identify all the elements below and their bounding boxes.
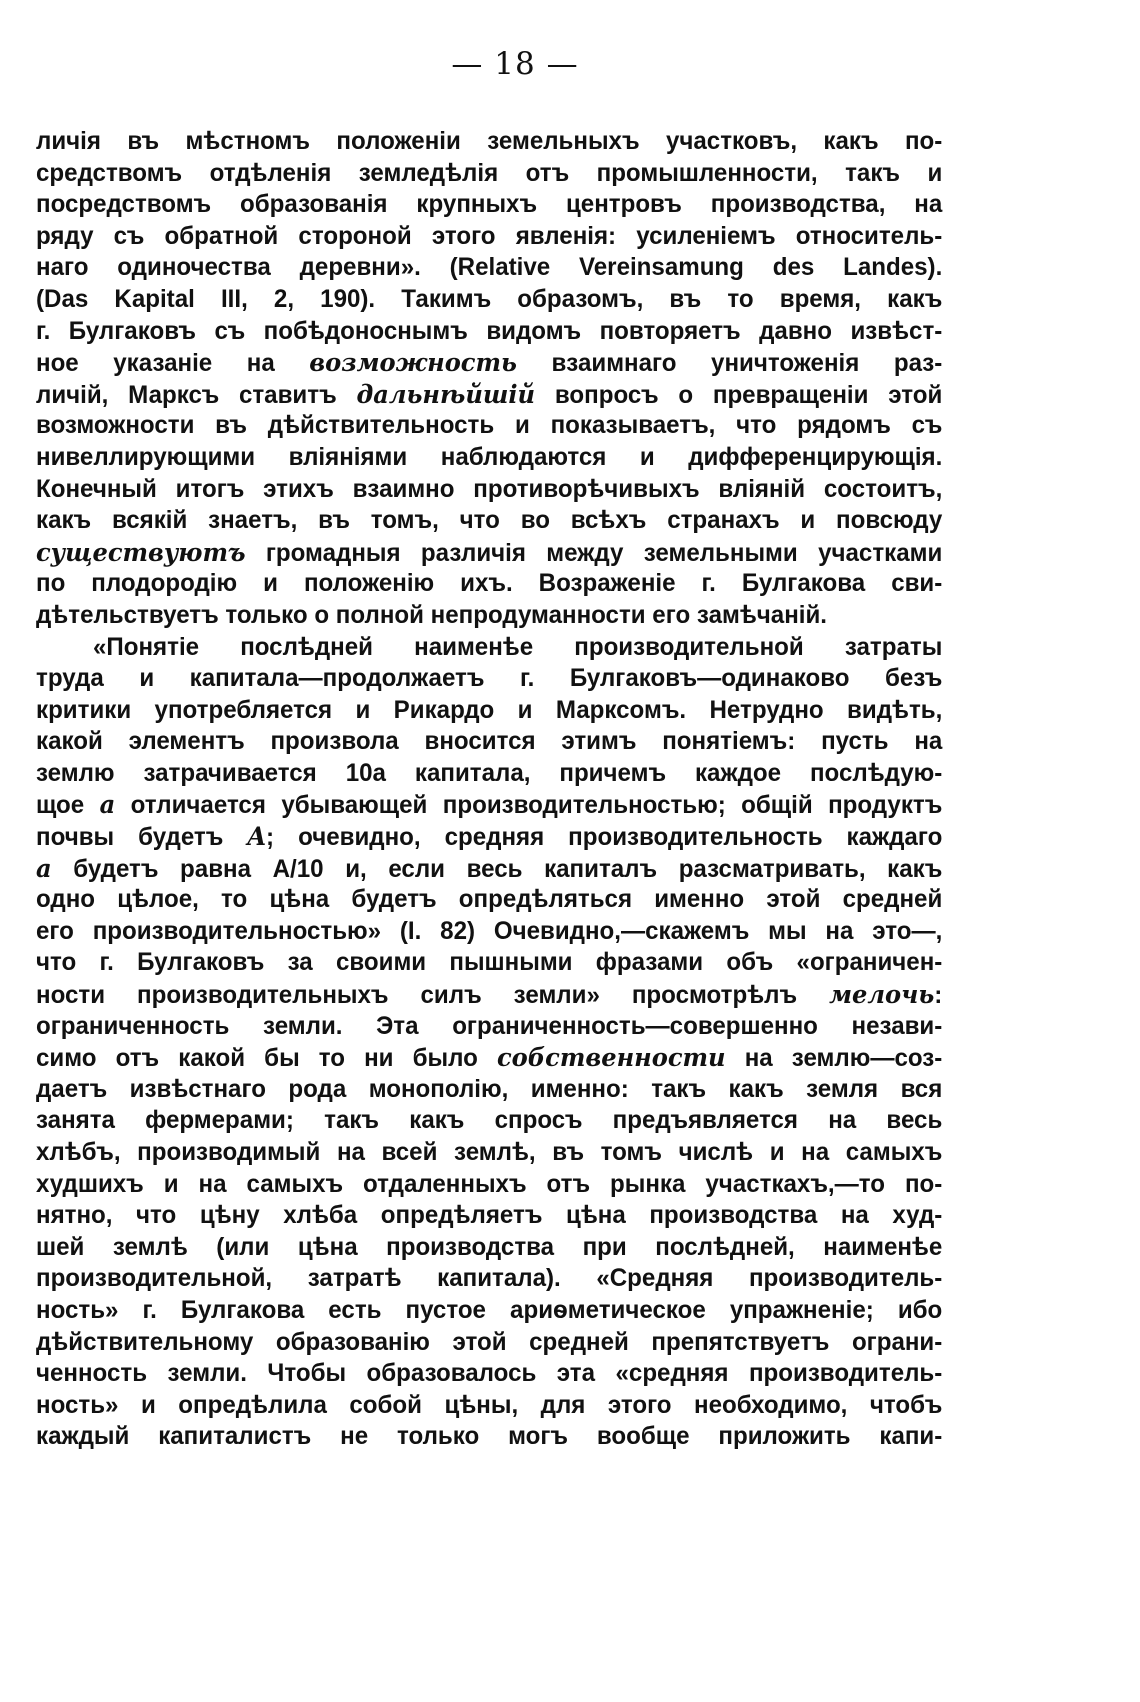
line-text: по плодородію и положенію ихъ. Возраженіе г. Булгакова сви-	[36, 569, 943, 598]
text-line	[36, 1327, 942, 1359]
text-line	[36, 1074, 942, 1106]
line-text: щое	[36, 791, 100, 820]
line-text: шей землѣ (или цѣна производства при послѣдней, наименѣе	[36, 1232, 943, 1261]
line-text: вопросъ о превращеніи этой	[535, 380, 943, 409]
page-number: — 18 —	[451, 46, 579, 82]
text-line	[36, 1295, 942, 1327]
text-line	[36, 252, 942, 284]
text-line	[36, 1390, 942, 1422]
text-line	[36, 853, 942, 885]
line-text: его производительностью» (I. 82) Очевидно,—скажемъ мы на это—,	[36, 916, 943, 945]
line-text: занята фермерами; такъ какъ спросъ предъявляется на весь	[36, 1106, 943, 1135]
line-text: что г. Булгаковъ за своими пышными фразами объ «ограничен-	[36, 948, 943, 977]
line-text: какой элементъ произвола вносится этимъ понятіемъ: пусть на	[36, 727, 943, 756]
line-text: громадныя различія между земельными участками	[245, 538, 943, 567]
text-line	[36, 474, 942, 506]
text-line	[36, 537, 942, 569]
line-text: личія въ мѣстномъ положеніи земельныхъ участковъ, какъ по-	[36, 127, 943, 155]
text-line	[36, 379, 942, 411]
line-text: взаимнаго уничтоженія раз-	[516, 349, 943, 378]
text-line	[36, 1137, 942, 1169]
line-text: нятно, что цѣну хлѣба опредѣляетъ цѣна производства на худ-	[36, 1201, 943, 1230]
text-line	[36, 1169, 942, 1201]
text-line	[36, 663, 942, 695]
text-line	[36, 1105, 942, 1137]
line-text: ряду съ обратной стороной этого явленія: усиленіемъ относитель-	[36, 221, 943, 250]
emphasis-text: дальнѣйшій	[356, 378, 536, 409]
line-text: дѣйствительному образованію этой средней препятствуетъ ограни-	[36, 1327, 943, 1356]
line-text: одно цѣлое, то цѣна будетъ опредѣляться именно этой средней	[36, 885, 943, 914]
text-line	[36, 221, 942, 253]
text-line	[36, 284, 942, 316]
text-line	[36, 1263, 942, 1295]
line-text: личій, Марксъ ставитъ	[36, 380, 357, 409]
line-text: посредствомъ образованія крупныхъ центровъ производства, на	[36, 190, 943, 219]
line-text: ность» г. Булгакова есть пустое ариѳметическое упражненіе; ибо	[36, 1295, 943, 1324]
text-line	[36, 884, 942, 916]
line-text: Конечный итогъ этихъ взаимно противорѣчивыхъ вліяній состоитъ,	[36, 474, 943, 503]
line-text: нивеллирующими вліяніями наблюдаются и дифференцирующія.	[36, 442, 943, 471]
line-text: ограниченность земли. Эта ограниченность—совершенно незави-	[36, 1011, 943, 1040]
text-line	[36, 347, 942, 379]
text-line	[36, 1421, 942, 1453]
line-text: возможности въ дѣйствительность и показываетъ, что рядомъ съ	[36, 411, 943, 440]
line-text: (Das Kapital III, 2, 190). Такимъ образомъ, въ то время, какъ	[36, 284, 943, 313]
line-text: будетъ равна A/10 и, если весь капиталъ разсматривать, какъ	[51, 854, 943, 883]
line-text: каждый капиталистъ не только могъ вообще приложить капи-	[36, 1422, 943, 1451]
line-text: землю затрачивается 10а капитала, причемъ каждое послѣдую-	[36, 758, 943, 787]
emphasis-text: собственности	[496, 1042, 726, 1073]
line-text: ченность земли. Чтобы образовалось эта «средняя производитель-	[36, 1359, 943, 1388]
emphasis-text: A	[247, 821, 267, 852]
text-line	[36, 821, 942, 853]
line-text: ное указаніе на	[36, 349, 310, 378]
text-line	[36, 568, 942, 600]
text-line	[36, 316, 942, 348]
emphasis-text: a	[99, 789, 116, 820]
text-line	[36, 1232, 942, 1264]
text-line	[36, 789, 942, 821]
text-line	[36, 189, 942, 221]
line-text: средствомъ отдѣленія земледѣлія отъ промышленности, такъ и	[36, 158, 943, 187]
line-text: наго одиночества деревни». (Relative Vereinsamung des Landes).	[36, 253, 943, 282]
text-line	[36, 726, 942, 758]
line-text: г. Булгаковъ съ побѣдоноснымъ видомъ повторяетъ давно извѣст-	[36, 316, 943, 345]
text-line	[36, 126, 942, 158]
emphasis-text: a	[36, 852, 52, 883]
text-line	[36, 632, 942, 664]
line-text: на землю—соз-	[725, 1044, 943, 1073]
line-text: :	[934, 981, 943, 1010]
line-text: даетъ извѣстнаго рода монополію, именно: такъ какъ земля вся	[36, 1074, 943, 1103]
text-line	[36, 505, 942, 537]
line-text: «Понятіе послѣдней наименѣе производительной затраты	[93, 632, 943, 661]
emphasis-text: существуютъ	[36, 536, 246, 567]
line-text: ; очевидно, средняя производительность каждаго	[266, 823, 943, 852]
line-text: критики употребляется и Рикардо и Марксомъ. Нетрудно видѣть,	[36, 695, 943, 724]
line-text: труда и капитала—продолжаетъ г. Булгаковъ—одинаково безъ	[36, 664, 943, 693]
line-text: отличается убывающей производительностью; общій продуктъ	[115, 791, 943, 820]
line-text: производительной, затратѣ капитала). «Средняя производитель-	[36, 1264, 943, 1293]
text-line	[36, 947, 942, 979]
text-line	[36, 442, 942, 474]
text-line	[36, 1042, 942, 1074]
text-line	[36, 979, 942, 1011]
line-text: худшихъ и на самыхъ отдаленныхъ отъ рынка участкахъ,—то по-	[36, 1169, 943, 1198]
text-line	[36, 916, 942, 948]
line-text: ности производительныхъ силъ земли» просмотрѣлъ	[36, 981, 830, 1010]
text-line	[36, 695, 942, 727]
text-line	[36, 410, 942, 442]
text-line	[36, 600, 942, 632]
line-text: симо отъ какой бы то ни было	[36, 1044, 497, 1073]
body-text	[36, 126, 942, 1453]
text-line	[36, 758, 942, 790]
line-text: дѣтельствуетъ только о полной непродуманности его замѣчаній.	[36, 600, 827, 629]
line-text: почвы будетъ	[36, 823, 248, 852]
text-line	[36, 1200, 942, 1232]
line-text: ность» и опредѣлила собой цѣны, для этого необходимо, чтобъ	[36, 1390, 943, 1419]
line-text: хлѣбъ, производимый на всей землѣ, въ томъ числѣ и на самыхъ	[36, 1138, 943, 1166]
text-line	[36, 1358, 942, 1390]
emphasis-text: возможность	[309, 347, 517, 378]
emphasis-text: мелочь	[829, 979, 935, 1010]
text-line	[36, 1011, 942, 1043]
text-line	[36, 158, 942, 190]
line-text: какъ всякій знаетъ, въ томъ, что во всѣхъ странахъ и повсюду	[36, 506, 943, 535]
